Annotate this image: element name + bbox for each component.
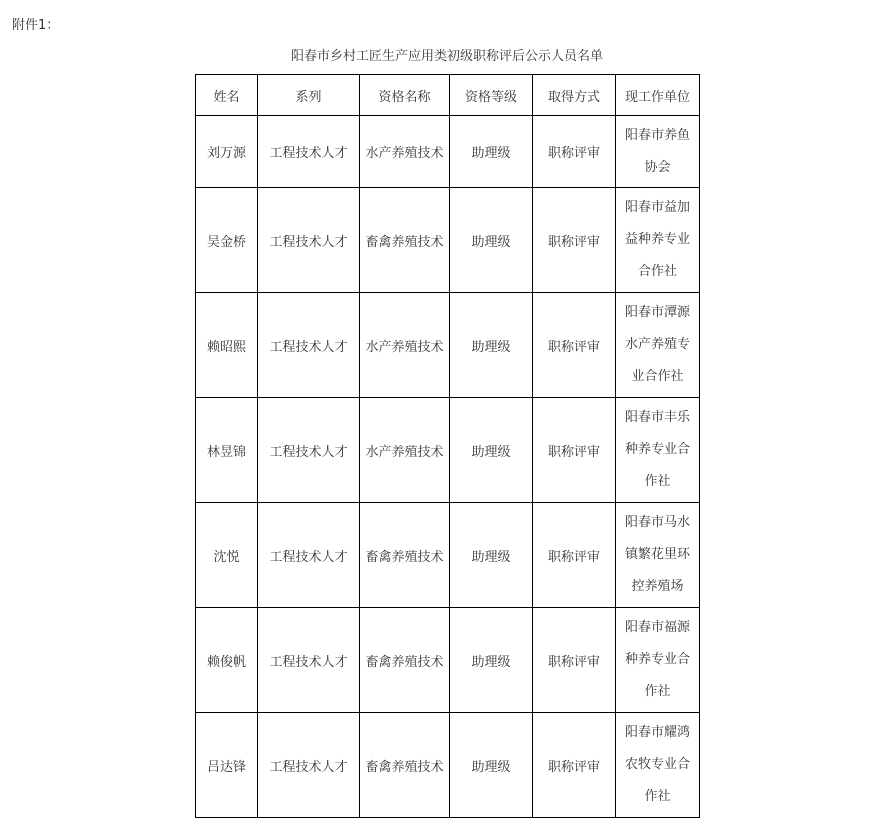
unit-text: 阳春市马水镇繁花里环控养殖场 — [624, 515, 690, 594]
unit-text: 阳春市潭源水产养殖专业合作社 — [624, 305, 690, 384]
cell-series: 工程技术人才 — [258, 188, 360, 293]
cell-name: 赖俊帆 — [196, 608, 258, 713]
roster-table — [195, 74, 700, 818]
cell-qualification: 水产养殖技术 — [360, 398, 450, 503]
cell-series: 工程技术人才 — [258, 713, 360, 818]
header-unit: 现工作单位 — [616, 75, 700, 116]
cell-method: 职称评审 — [533, 188, 616, 293]
cell-name: 吴金桥 — [196, 188, 258, 293]
cell-level: 助理级 — [450, 398, 533, 503]
cell-name: 刘万源 — [196, 116, 258, 188]
table-row — [196, 398, 700, 503]
cell-name: 林昱锦 — [196, 398, 258, 503]
header-series: 系列 — [258, 75, 360, 116]
cell-method: 职称评审 — [533, 608, 616, 713]
cell-level: 助理级 — [450, 188, 533, 293]
cell-qualification: 水产养殖技术 — [360, 116, 450, 188]
header-level: 资格等级 — [450, 75, 533, 116]
cell-method: 职称评审 — [533, 116, 616, 188]
header-method: 取得方式 — [533, 75, 616, 116]
header-name: 姓名 — [196, 75, 258, 116]
cell-level: 助理级 — [450, 608, 533, 713]
cell-series: 工程技术人才 — [258, 293, 360, 398]
cell-qualification: 水产养殖技术 — [360, 293, 450, 398]
cell-series: 工程技术人才 — [258, 398, 360, 503]
cell-series: 工程技术人才 — [258, 503, 360, 608]
document-title: 阳春市乡村工匠生产应用类初级职称评后公示人员名单 — [290, 49, 603, 64]
cell-level: 助理级 — [450, 713, 533, 818]
cell-method: 职称评审 — [533, 293, 616, 398]
cell-unit — [616, 608, 700, 713]
cell-unit — [616, 713, 700, 818]
table-row — [196, 713, 700, 818]
cell-qualification: 畜禽养殖技术 — [360, 608, 450, 713]
cell-name: 沈悦 — [196, 503, 258, 608]
cell-unit — [616, 398, 700, 503]
cell-qualification: 畜禽养殖技术 — [360, 188, 450, 293]
cell-method: 职称评审 — [533, 503, 616, 608]
cell-unit — [616, 293, 700, 398]
table-row — [196, 608, 700, 713]
cell-level: 助理级 — [450, 503, 533, 608]
cell-qualification: 畜禽养殖技术 — [360, 713, 450, 818]
cell-method: 职称评审 — [533, 713, 616, 818]
cell-level: 助理级 — [450, 293, 533, 398]
cell-series: 工程技术人才 — [258, 608, 360, 713]
header-qualification: 资格名称 — [360, 75, 450, 116]
unit-text: 阳春市耀鸿农牧专业合作社 — [624, 725, 690, 804]
cell-method: 职称评审 — [533, 398, 616, 503]
unit-text: 阳春市养鱼协会 — [624, 127, 690, 175]
table-row — [196, 188, 700, 293]
table-row — [196, 293, 700, 398]
table-row — [196, 116, 700, 188]
header-row — [196, 75, 700, 116]
attachment-label: 附件1： — [12, 18, 60, 33]
unit-text: 阳春市益加益种养专业合作社 — [624, 200, 690, 279]
cell-qualification: 畜禽养殖技术 — [360, 503, 450, 608]
cell-unit — [616, 188, 700, 293]
cell-name: 赖昭熙 — [196, 293, 258, 398]
cell-unit — [616, 503, 700, 608]
unit-text: 阳春市福源种养专业合作社 — [624, 620, 690, 699]
unit-text: 阳春市丰乐种养专业合作社 — [624, 410, 690, 489]
table-row — [196, 503, 700, 608]
cell-series: 工程技术人才 — [258, 116, 360, 188]
cell-name: 吕达锋 — [196, 713, 258, 818]
cell-unit — [616, 116, 700, 188]
cell-level: 助理级 — [450, 116, 533, 188]
